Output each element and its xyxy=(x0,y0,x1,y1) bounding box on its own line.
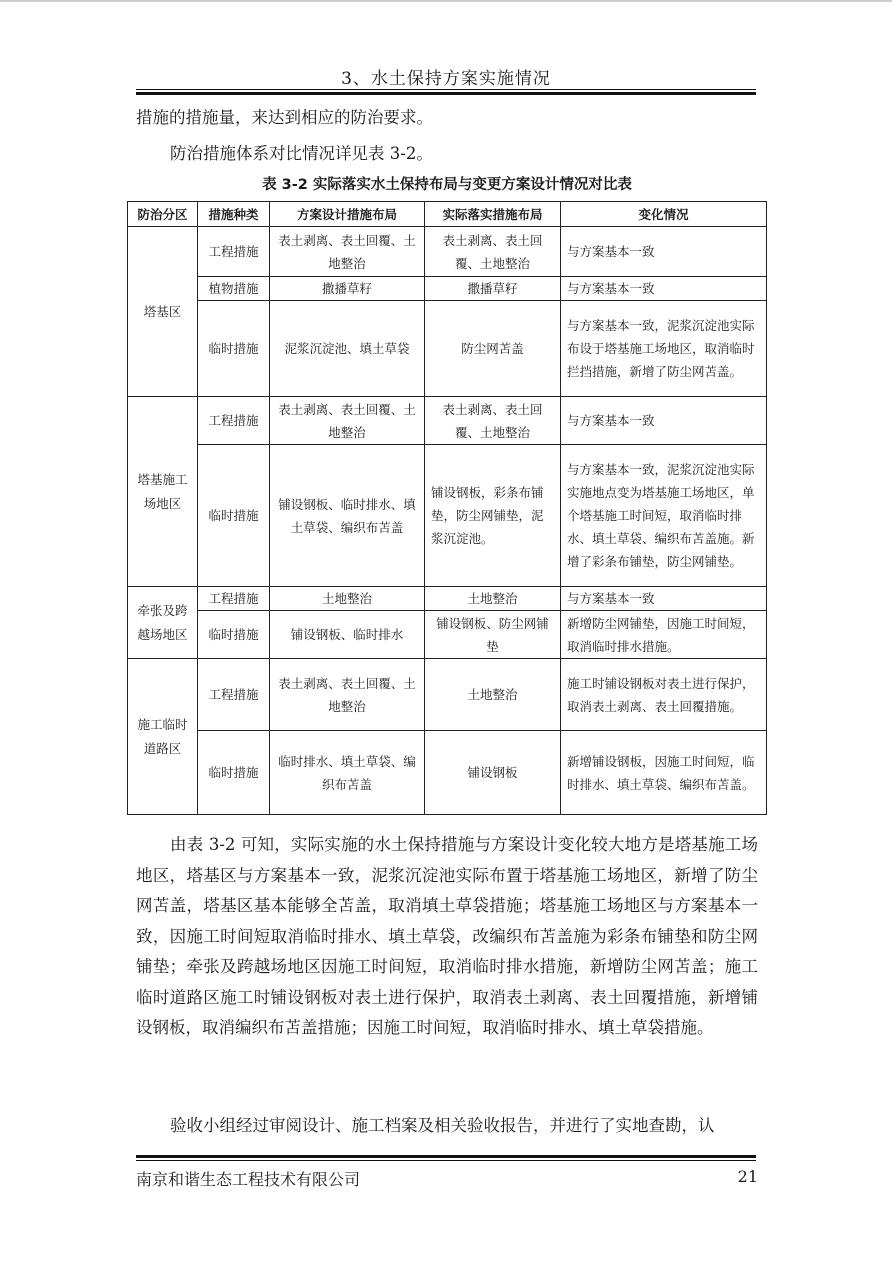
running-header: 3、水土保持方案实施情况 xyxy=(341,69,551,89)
table-row xyxy=(128,227,767,277)
acceptance-paragraph: 验收小组经过审阅设计、施工档案及相关验收报告，并进行了实地查勘，认 xyxy=(170,1116,715,1135)
measure-type-cell: 临时措施 xyxy=(198,301,270,397)
actual-cell: 土地整治 xyxy=(425,587,561,611)
table-row xyxy=(128,397,767,445)
actual-cell: 铺设钢板，彩条布铺垫，防尘网铺垫，泥浆沉淀池。 xyxy=(425,445,561,587)
table-row xyxy=(128,277,767,301)
intro-line-2: 防治措施体系对比情况详见表 3-2。 xyxy=(170,144,433,163)
table-row xyxy=(128,659,767,731)
measure-type-cell: 临时措施 xyxy=(198,611,270,659)
table-row xyxy=(128,445,767,587)
measure-type-cell: 临时措施 xyxy=(198,445,270,587)
zone-cell: 塔基施工场地区 xyxy=(128,397,198,587)
change-cell: 新增铺设钢板，因施工时间短，临时排水、填土草袋、编织布苫盖。 xyxy=(561,731,767,815)
header-zone: 防治分区 xyxy=(128,202,198,227)
header-actual-layout: 实际落实措施布局 xyxy=(425,202,561,227)
measure-type-cell: 植物措施 xyxy=(198,277,270,301)
measure-type-cell: 工程措施 xyxy=(198,227,270,277)
change-cell: 与方案基本一致，泥浆沉淀池实际布设于塔基施工场地区，取消临时拦挡措施，新增了防尘网苫盖。 xyxy=(561,301,767,397)
zone-cell: 施工临时道路区 xyxy=(128,659,198,815)
comparison-table xyxy=(127,201,767,815)
zone-cell: 塔基区 xyxy=(128,227,198,397)
header-rule-thin xyxy=(136,89,756,90)
actual-cell: 防尘网苫盖 xyxy=(425,301,561,397)
footer-company: 南京和谐生态工程技术有限公司 xyxy=(136,1170,361,1189)
table-caption: 表 3-2 实际落实水土保持布局与变更方案设计情况对比表 xyxy=(262,177,632,193)
design-cell: 铺设钢板、临时排水、填土草袋、编织布苫盖 xyxy=(270,445,425,587)
change-cell: 与方案基本一致 xyxy=(561,277,767,301)
footer-rule-thick xyxy=(136,1155,756,1158)
measure-type-cell: 临时措施 xyxy=(198,731,270,815)
table-row xyxy=(128,731,767,815)
change-cell: 与方案基本一致 xyxy=(561,587,767,611)
analysis-paragraph: 由表 3-2 可知，实际实施的水土保持措施与方案设计变化较大地方是塔基施工场地区，塔基区与方案基本一致，泥浆沉淀池实际布置于塔基施工场地区，新增了防尘网苫盖，塔基区基本能够全苫盖，取消填土草袋措施；塔基施工场地区与方案基本一致，因施工时间短取消临时排水、填土草袋，改编织布苫盖施为彩条布铺垫和防尘网铺垫；牵张及跨越场地区因施工时间短，取消临时排水措施，新增防尘网苫盖；施工临时道路区施工时铺设钢板对表土进行保护，取消表土剥离、表土回覆措施，新增铺设钢板，取消编织布苫盖措施；因施工时间短，取消临时排水、填土草袋措施。 xyxy=(136,835,758,1037)
intro-line-1: 措施的措施量，来达到相应的防治要求。 xyxy=(136,108,433,127)
actual-cell: 撒播草籽 xyxy=(425,277,561,301)
header-measure-type: 措施种类 xyxy=(198,202,270,227)
design-cell: 表土剥离、表土回覆、土地整治 xyxy=(270,227,425,277)
measure-type-cell: 工程措施 xyxy=(198,397,270,445)
design-cell: 土地整治 xyxy=(270,587,425,611)
actual-cell: 铺设钢板、防尘网铺垫 xyxy=(425,611,561,659)
header-change: 变化情况 xyxy=(561,202,767,227)
actual-cell: 土地整治 xyxy=(425,659,561,731)
change-cell: 与方案基本一致 xyxy=(561,227,767,277)
design-cell: 临时排水、填土草袋、编织布苫盖 xyxy=(270,731,425,815)
zone-cell: 牵张及跨越场地区 xyxy=(128,587,198,659)
design-cell: 撒播草籽 xyxy=(270,277,425,301)
page-number: 21 xyxy=(737,1167,758,1186)
measure-type-cell: 工程措施 xyxy=(198,659,270,731)
design-cell: 表土剥离、表土回覆、土地整治 xyxy=(270,397,425,445)
footer-rule-thin xyxy=(136,1160,756,1161)
design-cell: 表土剥离、表土回覆、土地整治 xyxy=(270,659,425,731)
change-cell: 施工时铺设钢板对表土进行保护，取消表土剥离、表土回覆措施。 xyxy=(561,659,767,731)
header-design-layout: 方案设计措施布局 xyxy=(270,202,425,227)
measure-type-cell: 工程措施 xyxy=(198,587,270,611)
actual-cell: 铺设钢板 xyxy=(425,731,561,815)
change-cell: 新增防尘网铺垫，因施工时间短，取消临时排水措施。 xyxy=(561,611,767,659)
actual-cell: 表土剥离、表土回覆、土地整治 xyxy=(425,227,561,277)
design-cell: 泥浆沉淀池、填土草袋 xyxy=(270,301,425,397)
table-row xyxy=(128,301,767,397)
header-rule-thick xyxy=(136,92,756,95)
design-cell: 铺设钢板、临时排水 xyxy=(270,611,425,659)
table-header-row xyxy=(128,202,767,227)
table-row xyxy=(128,587,767,611)
table-row xyxy=(128,611,767,659)
page-top-edge xyxy=(0,0,892,2)
change-cell: 与方案基本一致 xyxy=(561,397,767,445)
change-cell: 与方案基本一致，泥浆沉淀池实际实施地点变为塔基施工场地区，单个塔基施工时间短，取消临时排水、填土草袋、编织布苫盖施。新增了彩条布铺垫，防尘网铺垫。 xyxy=(561,445,767,587)
actual-cell: 表土剥离、表土回覆、土地整治 xyxy=(425,397,561,445)
